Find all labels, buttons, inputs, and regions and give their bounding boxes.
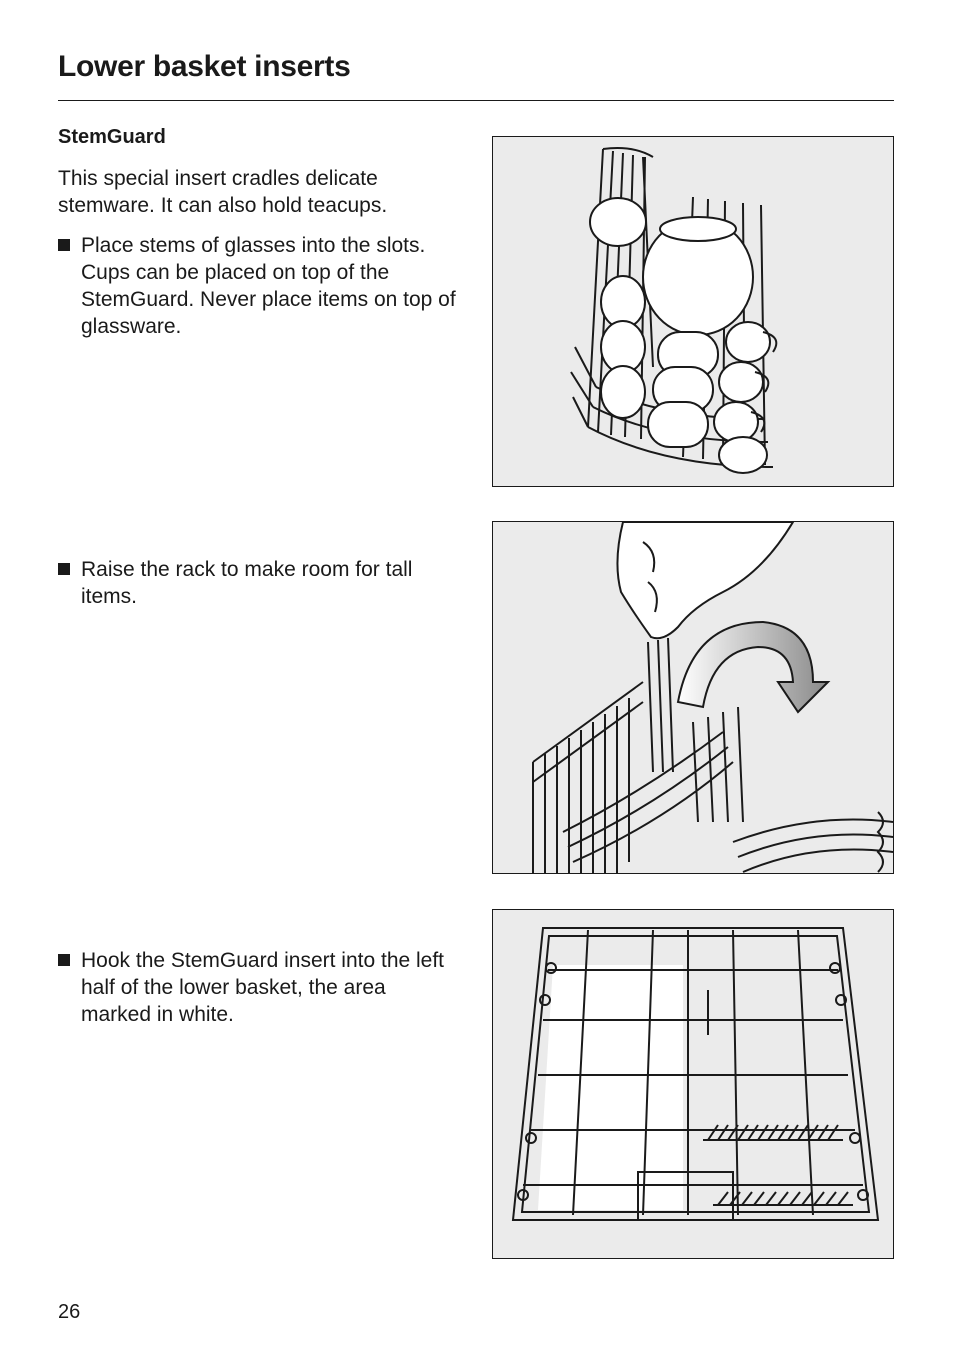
step-item — [58, 556, 458, 610]
raise-rack-figure — [492, 521, 894, 874]
bullet-square-icon — [58, 563, 70, 575]
title-rule — [58, 100, 894, 101]
hand-icon — [617, 522, 793, 638]
lower-basket-illustration — [493, 910, 893, 1258]
step-text: Place stems of glasses into the slots. Cups can be placed on top of the StemGuard. Never place items on top of glassware. — [81, 234, 456, 338]
curved-arrow-icon — [678, 622, 828, 712]
intro-paragraph: This special insert cradles delicate stemware. It can also hold teacups. — [58, 167, 388, 217]
step-item — [58, 947, 458, 1028]
bullet-square-icon — [58, 239, 70, 251]
step-item — [58, 232, 458, 340]
stemguard-loaded-illustration — [493, 137, 893, 486]
page-title: Lower basket inserts — [58, 50, 351, 83]
lower-basket-figure — [492, 909, 894, 1259]
bullet-square-icon — [58, 954, 70, 966]
section-heading: StemGuard — [58, 126, 166, 148]
step-text: Raise the rack to make room for tall items. — [81, 558, 413, 608]
stemguard-loaded-figure — [492, 136, 894, 487]
page-number: 26 — [58, 1301, 81, 1323]
marked-area — [538, 965, 683, 1210]
step-text: Hook the StemGuard insert into the left half of the lower basket, the area marked in white. — [81, 949, 445, 1026]
raise-rack-illustration — [493, 522, 893, 873]
